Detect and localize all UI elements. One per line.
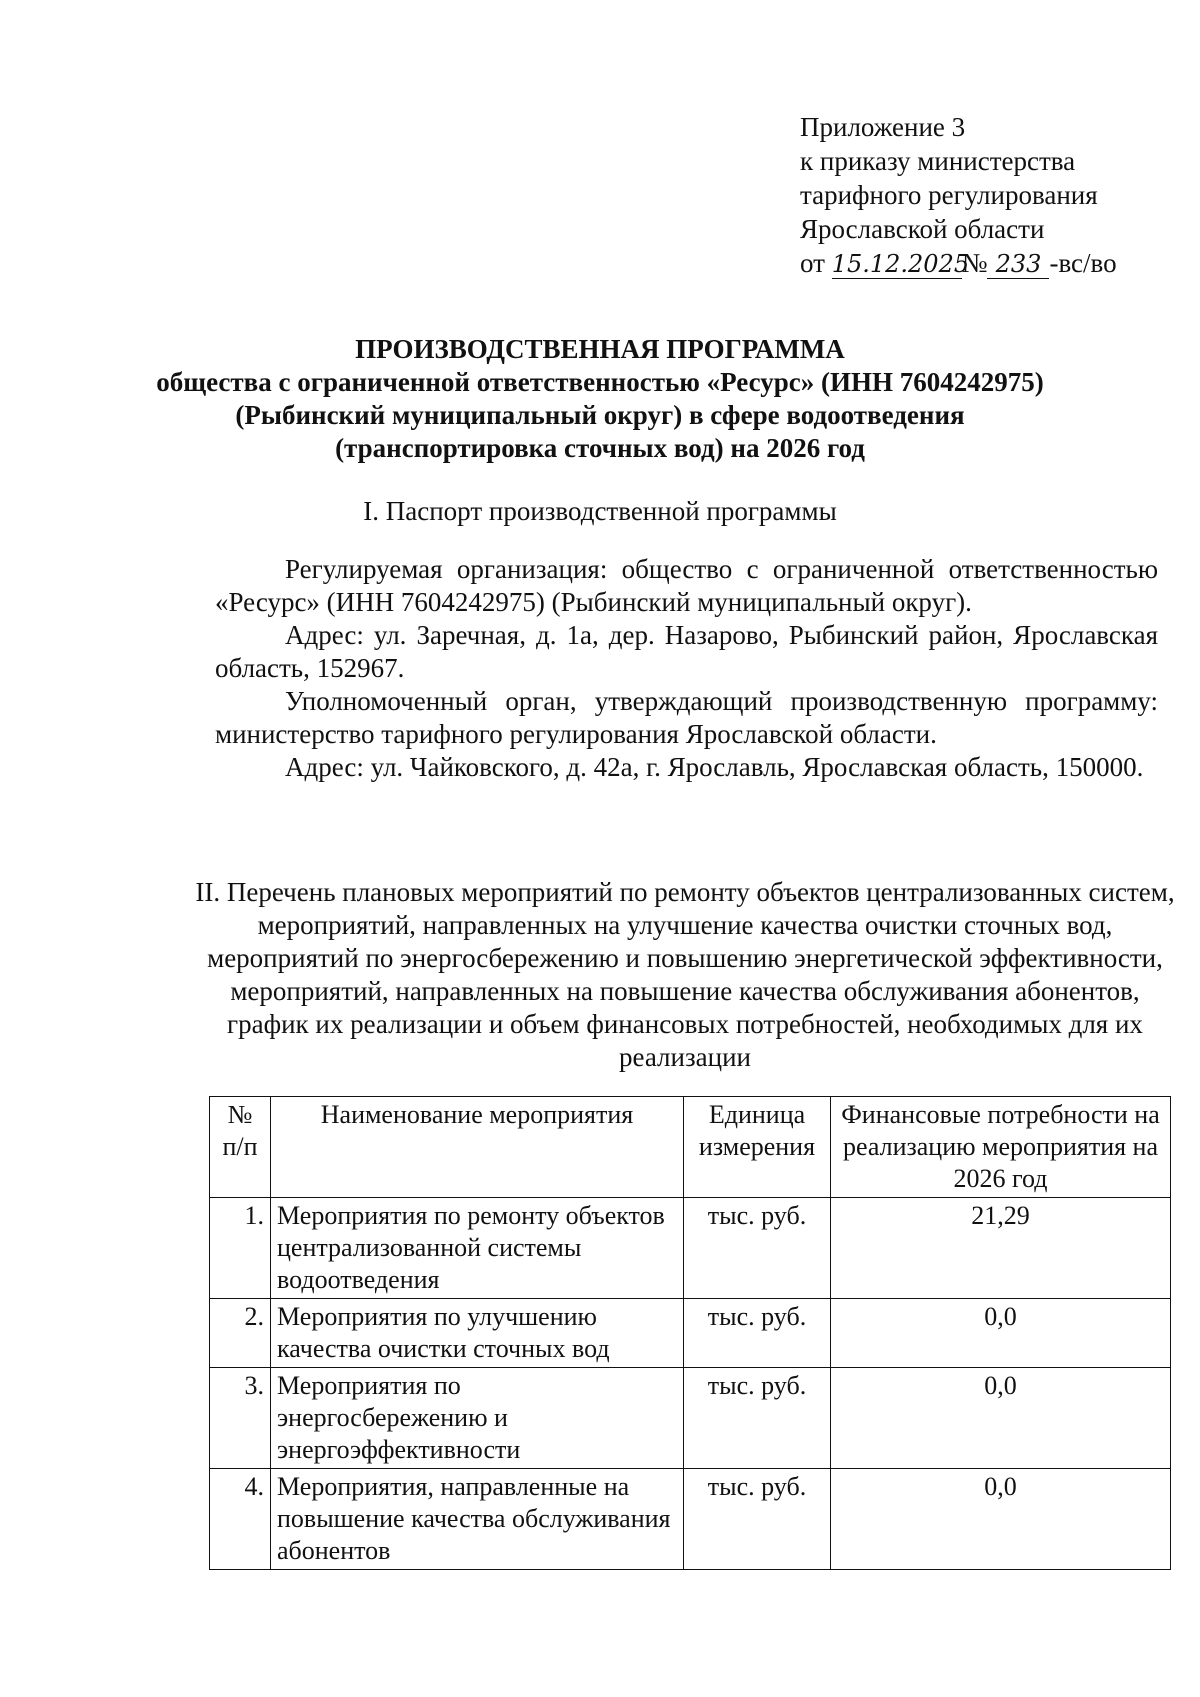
title-line: (транспортировка сточных вод) на 2026 год bbox=[335, 433, 865, 463]
row-value: 0,0 bbox=[831, 1469, 1171, 1570]
measures-table bbox=[209, 1096, 1171, 1570]
appendix-block bbox=[800, 110, 1117, 280]
row-num: 4. bbox=[210, 1469, 271, 1570]
handwritten-number: 233 bbox=[987, 250, 1049, 279]
row-unit: тыс. руб. bbox=[684, 1469, 831, 1570]
header-finance: Финансовые потребности на реализацию мероприятия на 2026 год bbox=[831, 1097, 1171, 1198]
row-unit: тыс. руб. bbox=[684, 1368, 831, 1469]
title-line: ПРОИЗВОДСТВЕННАЯ ПРОГРАММА bbox=[355, 334, 845, 364]
passport-text bbox=[215, 553, 1158, 784]
row-value: 0,0 bbox=[831, 1368, 1171, 1469]
passport-paragraph: Адрес: ул. Чайковского, д. 42а, г. Ярославль, Ярославская область, 150000. bbox=[285, 752, 1144, 782]
row-name: Мероприятия по улучшению качества очистки сточных вод bbox=[271, 1299, 684, 1368]
row-num: 3. bbox=[210, 1368, 271, 1469]
appendix-line: к приказу министерства bbox=[800, 146, 1076, 176]
row-num: 1. bbox=[210, 1198, 271, 1299]
table-row bbox=[210, 1198, 1171, 1299]
header-num: № п/п bbox=[210, 1097, 271, 1198]
passport-paragraph: Уполномоченный орган, утверждающий производственную программу: министерство тарифного регулирования Ярославской области. bbox=[215, 686, 1158, 749]
table-row bbox=[210, 1299, 1171, 1368]
section-heading-measures: II. Перечень плановых мероприятий по ремонту объектов централизованных систем, мероприятий, направленных на улучшение качества очистки сточных вод, мероприятий по энергосбережению и повышению энергетической эффективности, мероприятий, направленных на повышение качества обслуживания абонентов, график их реализации и объем финансовых потребностей, необходимых для их реализации bbox=[195, 877, 1175, 1072]
document-title bbox=[0, 333, 1200, 465]
number-prefix: № bbox=[961, 248, 988, 278]
row-name: Мероприятия по ремонту объектов централизованной системы водоотведения bbox=[271, 1198, 684, 1299]
header-name: Наименование мероприятия bbox=[271, 1097, 684, 1198]
row-unit: тыс. руб. bbox=[684, 1299, 831, 1368]
title-line: общества с ограниченной ответственностью «Ресурс» (ИНН 7604242975) bbox=[156, 367, 1044, 397]
row-num: 2. bbox=[210, 1299, 271, 1368]
row-value: 0,0 bbox=[831, 1299, 1171, 1368]
table-row bbox=[210, 1368, 1171, 1469]
row-name: Мероприятия, направленные на повышение качества обслуживания абонентов bbox=[271, 1469, 684, 1570]
row-name: Мероприятия по энергосбережению и энергоэффективности bbox=[271, 1368, 684, 1469]
table-row bbox=[210, 1469, 1171, 1570]
appendix-date-line bbox=[800, 246, 1117, 280]
row-value: 21,29 bbox=[831, 1198, 1171, 1299]
appendix-line: тарифного регулирования bbox=[800, 180, 1098, 210]
title-line: (Рыбинский муниципальный округ) в сфере водоотведения bbox=[235, 400, 965, 430]
table-header-row bbox=[210, 1097, 1171, 1198]
number-suffix: -вс/во bbox=[1049, 248, 1117, 278]
handwritten-date: 15.12.2025 bbox=[831, 250, 970, 278]
passport-paragraph: Адрес: ул. Заречная, д. 1а, дер. Назарово, Рыбинский район, Ярославская область, 152967. bbox=[215, 620, 1158, 683]
section-heading-passport: I. Паспорт производственной программы bbox=[363, 496, 837, 526]
header-unit: Единица измерения bbox=[684, 1097, 831, 1198]
appendix-line: Ярославской области bbox=[800, 214, 1045, 244]
row-unit: тыс. руб. bbox=[684, 1198, 831, 1299]
passport-paragraph: Регулируемая организация: общество с ограниченной ответственностью «Ресурс» (ИНН 7604242975) (Рыбинский муниципальный округ). bbox=[215, 554, 1158, 617]
date-prefix: от bbox=[800, 248, 825, 278]
appendix-line: Приложение 3 bbox=[800, 112, 966, 142]
